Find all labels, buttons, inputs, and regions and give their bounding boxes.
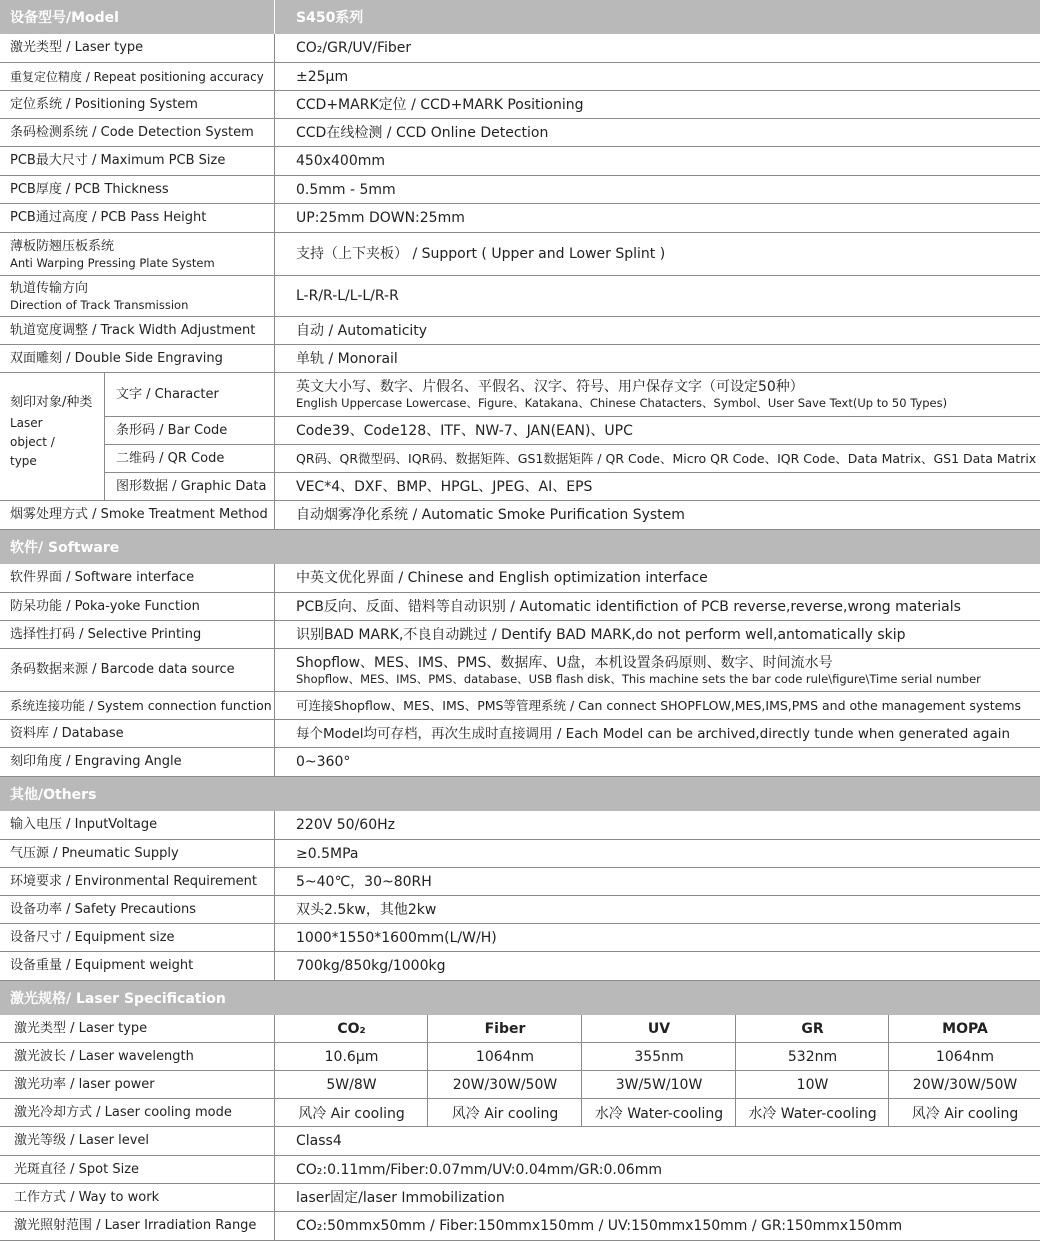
spec-cell: 5W/8W [326,1076,377,1093]
label-text: 轨道传输方向 [10,280,89,296]
spec-cell: GR [801,1020,824,1037]
spec-row [0,317,1040,345]
row-value [296,720,1036,747]
value-text: ±25μm [296,68,349,85]
row-value [296,952,1036,980]
value-text: 单轨 / Monorail [296,350,398,367]
label-text: 系统连接功能 / System connection function [10,697,272,713]
software-row [0,564,1040,593]
label-text: 激光照射范围 / Laser Irradiation Range [14,1218,257,1233]
spec-row [0,233,1040,276]
row-value [296,233,1036,275]
label-text: 工作方式 / Way to work [14,1189,160,1205]
laser-spec-row [0,1156,1040,1184]
spec-cell: CO₂ [337,1020,366,1037]
laser-object-text [10,393,92,471]
row-value [296,317,1036,344]
row-value [296,868,1036,895]
row-label [14,1043,276,1070]
laser-object-cn: 刻印对象/种类 [10,395,93,410]
others-row [0,952,1040,981]
label-text: 图形数据 / Graphic Data [116,478,267,494]
spec-cell: 355nm [634,1048,684,1065]
row-value [296,91,1036,118]
label-text: 激光类型 / Laser type [10,40,144,55]
value-text: 自动 / Automaticity [296,322,428,339]
label-text: 烟雾处理方式 / Smoke Treatment Method [10,507,268,522]
row-value [296,811,1036,839]
row-label [10,593,272,620]
laser-object-en-line: Laser [10,416,43,430]
spec-cell: Fiber [484,1020,526,1037]
row-value [296,896,1036,923]
section-title: 其他/Others [10,787,97,803]
value-text: 700kg/850kg/1000kg [296,958,446,974]
row-label [14,1184,276,1211]
label-text: 激光功率 / laser power [14,1076,155,1092]
row-label [10,233,272,275]
value-text: 识别BAD MARK,不良自动跳过 / Dentify BAD MARK,do not perform well,antomatically skip [296,626,906,643]
value-text: 英文大小写、数字、片假名、平假名、汉字、符号、用户保存文字（可设定50种） [296,379,804,395]
label-text: 条码数据来源 / Barcode data source [10,662,235,677]
row-value [296,649,1036,691]
column-divider [274,501,275,529]
column-divider [274,233,275,275]
row-label [10,692,272,719]
column-divider [274,924,275,951]
label-text: 选择性打码 / Selective Printing [10,626,202,642]
row-value [296,63,1036,90]
column-divider [274,840,275,867]
label-text: 条形码 / Bar Code [116,422,228,438]
laser-spec-multi-row [0,1099,1040,1127]
row-value [296,621,1036,648]
laser-object-row [104,373,1040,417]
value-text: UP:25mm DOWN:25mm [296,210,465,226]
row-label [10,176,272,203]
others-row [0,896,1040,924]
value-text: PCB反向、反面、错料等自动识别 / Automatic identifiction of PCB reverse,reverse,wrong materials [296,598,961,615]
spec-cell: 1064nm [935,1048,995,1065]
label-text: PCB通过高度 / PCB Pass Height [10,210,207,225]
value-text: CO₂/GR/UV/Fiber [296,40,412,56]
row-value [296,34,1036,62]
row-label [10,345,272,372]
label-text: 激光波长 / Laser wavelength [14,1048,194,1064]
label-text: 重复定位精度 / Repeat positioning accuracy [10,69,264,84]
row-label [10,501,272,529]
laser-spec-row [0,1184,1040,1212]
label-text: 设备功率 / Safety Precautions [10,901,197,917]
label-text: 设备尺寸 / Equipment size [10,929,175,945]
row-label [10,924,272,951]
laser-object-row [104,445,1040,473]
column-divider [274,91,275,118]
row-label [10,564,272,592]
row-value [296,417,1036,444]
row-value [296,276,1036,316]
row-value [296,692,1036,719]
row-label [10,811,272,839]
column-divider [274,896,275,923]
label-text: 二维码 / QR Code [116,450,225,466]
label-text: 激光冷却方式 / Laser cooling mode [14,1104,232,1120]
column-divider [274,345,275,372]
column-divider [274,445,275,472]
row-label [14,1212,276,1240]
column-divider [274,417,275,444]
value-text: 自动烟雾净化系统 / Automatic Smoke Purification System [296,507,685,523]
row-value [296,593,1036,620]
value-text: 可连接Shopflow、MES、IMS、PMS等管理系统 / Can connect SHOPFLOW,MES,IMS,PMS and othe management systems [296,697,1022,713]
value-text: 0.5mm - 5mm [296,181,396,198]
software-row [0,621,1040,649]
model-header [0,0,1040,34]
row-label [14,1071,276,1098]
spec-row [0,345,1040,373]
row-value [296,1184,1036,1211]
software-row [0,649,1040,692]
spec-row [0,34,1040,63]
row-label [14,1015,276,1042]
value-text: laser固定/laser Immobilization [296,1189,505,1206]
row-label [10,63,272,90]
spec-cell: 532nm [787,1048,838,1065]
value-text: ≥0.5MPa [296,845,359,862]
value-text-en: English Uppercase Lowercase、Figure、Katakana、Chinese Chatacters、Symbol、User Save Text(Up to 50 Types) [296,396,948,410]
column-divider [274,176,275,203]
label-text: 条码检测系统 / Code Detection System [10,124,254,140]
value-text: Class4 [296,1133,342,1149]
column-divider [274,564,275,592]
label-text: 刻印角度 / Engraving Angle [10,754,182,769]
software-header [0,530,1040,564]
spec-row [0,91,1040,119]
column-divider [274,276,275,316]
row-label [10,119,272,146]
spec-cell: 10W [796,1076,829,1093]
laser-object-row [104,473,1040,501]
row-label [10,896,272,923]
label-text-en: Direction of Track Transmission [10,297,189,312]
value-text: Code39、Code128、ITF、NW-7、JAN(EAN)、UPC [296,422,633,439]
row-label [10,868,272,895]
column-divider [274,119,275,146]
value-text: L-R/R-L/L-L/R-R [296,288,399,304]
label-text: 设备重量 / Equipment weight [10,958,194,973]
spec-cell: 10.6μm [324,1048,379,1065]
row-label [116,445,272,472]
row-label [10,276,272,316]
row-value [296,119,1036,146]
column-divider [274,811,275,839]
row-value [296,501,1036,529]
laser-object-en-line: object / [10,435,55,449]
label-text: 轨道宽度调整 / Track Width Adjustment [10,322,256,338]
value-text: 220V 50/60Hz [296,817,395,833]
section-title: 激光规格/ Laser Specification [10,991,226,1007]
software-row [0,720,1040,748]
column-divider [274,748,275,776]
row-value [296,840,1036,867]
others-row [0,811,1040,840]
row-label [10,649,272,691]
row-value [296,1212,1036,1240]
row-value [296,748,1036,776]
value-text: 5~40℃，30~80RH [296,873,432,890]
spec-row [0,204,1040,233]
spec-cell: MOPA [942,1020,988,1037]
spec-cell: UV [647,1020,671,1037]
value-text: CCD+MARK定位 / CCD+MARK Positioning [296,96,584,113]
value-text: QR码、QR微型码、IQR码、数据矩阵、GS1数据矩阵 / QR Code、Micro QR Code、IQR Code、Data Matrix、GS1 Data Matrix [296,450,1036,466]
row-label [116,417,272,444]
section-title: 软件/ Software [10,540,120,556]
laser-object-label [0,373,104,501]
row-label [10,91,272,118]
row-value [296,345,1036,372]
value-text: Shopflow、MES、IMS、PMS、数据库、U盘，本机设置条码原则、数字、时间流水号 [296,654,833,671]
label-text: PCB最大尺寸 / Maximum PCB Size [10,153,226,168]
others-row [0,868,1040,896]
value-text: 支持（上下夹板） / Support ( Upper and Lower Splint ) [296,246,666,262]
smoke-row [0,501,1040,530]
laser-spec-multi-row [0,1071,1040,1099]
value-text: CO₂:50mmx50mm / Fiber:150mmx150mm / UV:150mmx150mm / GR:150mmx150mm [296,1218,903,1234]
label-text: 气压源 / Pneumatic Supply [10,845,179,861]
model-value: S450系列 [296,10,364,26]
label-text: 薄板防翘压板系统 [10,238,115,254]
header-divider [274,0,275,34]
column-divider [274,649,275,691]
label-text: 激光等级 / Laser level [14,1133,150,1148]
others-row [0,924,1040,952]
label-text: 光斑直径 / Spot Size [14,1161,140,1177]
laser-spec-multi-row [0,1043,1040,1071]
row-label [10,34,272,62]
label-text: 环境要求 / Environmental Requirement [10,873,257,889]
laser-spec-row [0,1212,1040,1241]
row-label [10,147,272,175]
value-text: 450x400mm [296,153,386,169]
row-label [10,748,272,776]
value-text: CCD在线检测 / CCD Online Detection [296,124,549,141]
column-divider [274,373,275,416]
column-divider [274,692,275,719]
value-text: VEC*4、DXF、BMP、HPGL、JPEG、AI、EPS [296,478,593,495]
column-divider [274,34,275,62]
row-value [296,147,1036,175]
row-label [10,317,272,344]
column-divider [274,63,275,90]
spec-row [0,276,1040,317]
row-label [10,720,272,747]
label-text-en: Anti Warping Pressing Plate System [10,255,215,270]
spec-cell: 20W/30W/50W [452,1076,558,1093]
row-label [10,621,272,648]
label-text: PCB厚度 / PCB Thickness [10,181,169,197]
spec-cell: 20W/30W/50W [912,1076,1018,1093]
software-row [0,692,1040,720]
value-text: CO₂:0.11mm/Fiber:0.07mm/UV:0.04mm/GR:0.06mm [296,1161,662,1178]
column-divider [274,952,275,980]
row-value [296,445,1036,472]
label-text: 防呆功能 / Poka-yoke Function [10,598,200,614]
label-text: 激光类型 / Laser type [14,1020,148,1036]
value-text: 双头2.5kw，其他2kw [296,901,437,918]
row-value [296,1156,1036,1183]
laser-type-row [0,1015,1040,1043]
column-divider [274,147,275,175]
row-label [10,952,272,980]
spec-row [0,63,1040,91]
row-label [10,840,272,867]
column-divider [274,1212,275,1240]
label-text: 双面雕刻 / Double Side Engraving [10,350,223,366]
value-text: 中英文优化界面 / Chinese and English optimization interface [296,570,708,586]
model-label: 设备型号/Model [10,10,119,26]
column-divider [274,1156,275,1183]
label-text: 软件界面 / Software interface [10,570,195,585]
column-divider [274,1127,275,1155]
spec-row [0,176,1040,204]
value-text-en: Shopflow、MES、IMS、PMS、database、USB flash disk、This machine sets the bar code rule\figure\Time serial number [296,671,981,686]
spec-cell: 3W/5W/10W [615,1076,703,1093]
row-label [116,373,272,416]
others-row [0,840,1040,868]
column-divider [274,868,275,895]
value-text: 1000*1550*1600mm(L/W/H) [296,929,497,946]
row-value [296,373,1036,416]
spec-cell: 水冷 Water-cooling [748,1105,877,1122]
column-divider [274,317,275,344]
label-text: 文字 / Character [116,386,219,402]
spec-row [0,119,1040,147]
column-divider [274,621,275,648]
spec-cell: 水冷 Water-cooling [594,1105,724,1122]
laser-object-row [104,417,1040,445]
column-divider [274,204,275,232]
software-row [0,593,1040,621]
column-divider [274,593,275,620]
value-text: 0~360° [296,754,351,770]
spec-cell: 风冷 Air cooling [451,1105,559,1122]
row-value [296,924,1036,951]
column-divider [274,473,275,500]
column-divider [274,1184,275,1211]
column-divider [274,720,275,747]
value-text: 每个Model均可存档，再次生成时直接调用 / Each Model can be archived,directly tunde when generated again [296,725,1011,742]
row-value [296,473,1036,500]
laser-spec-header [0,981,1040,1015]
spec-cell: 风冷 Air cooling [298,1105,405,1122]
row-label [14,1156,276,1183]
spec-row [0,147,1040,176]
label-text: 定位系统 / Positioning System [10,96,198,112]
laser-spec-row [0,1127,1040,1156]
row-value [296,564,1036,592]
row-label [10,204,272,232]
laser-object-en-line: type [10,454,37,468]
spec-cell: 1064nm [475,1048,535,1065]
row-label [14,1127,276,1155]
spec-cell: 风冷 Air cooling [911,1105,1019,1122]
row-value [296,204,1036,232]
row-value [296,176,1036,203]
others-header [0,777,1040,811]
row-value [296,1127,1036,1155]
label-text: 资料库 / Database [10,725,124,741]
row-label [14,1099,276,1126]
software-row [0,748,1040,777]
label-text: 输入电压 / InputVoltage [10,817,158,832]
row-label [116,473,272,500]
